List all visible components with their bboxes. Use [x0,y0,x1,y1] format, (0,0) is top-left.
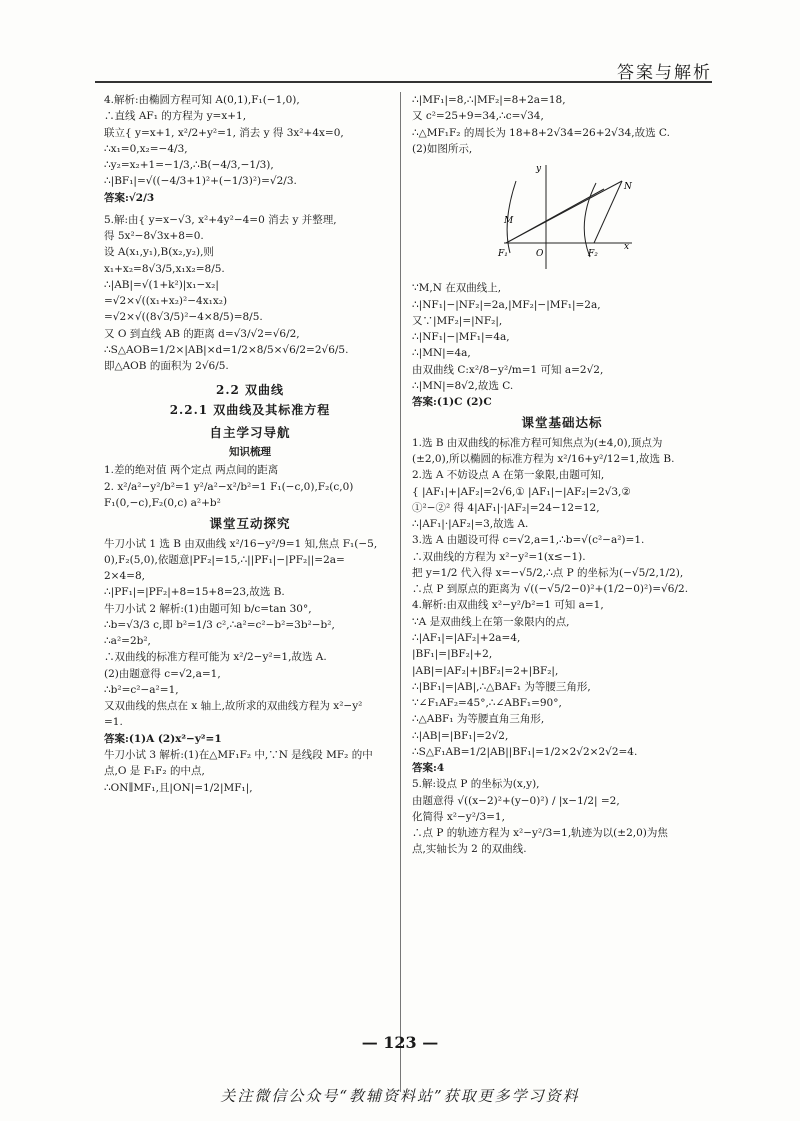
text-line: ∴|MN|=4a, [412,347,471,360]
text-line: 答案:(1)C (2)C [412,396,492,409]
section-heading: 知识梳理 [229,446,271,459]
text-line: 5.解:由{ y=x−√3, x²+4y²−4=0 消去 y 并整理, [104,213,337,226]
text-line: (2)如图所示, [412,142,473,155]
text-line: 又 c²=25+9=34,∴c=√34, [412,110,544,123]
text-line: =√2×√((8√3/5)²−4×8/5)=8/5. [104,311,263,324]
text-line: 把 y=1/2 代入得 x=−√5/2,∴点 P 的坐标为(−√5/2,1/2), [412,566,684,579]
text-line: 3.选 A 由题设可得 c=√2,a=1,∴b=√(c²−a²)=1. [412,534,645,547]
text-line: 又∵|MF₂|=|NF₂|, [412,314,503,327]
left-column [104,92,396,796]
text-line: 联立{ y=x+1, x²/2+y²=1, 消去 y 得 3x²+4x=0, [104,126,344,139]
text-line: ∴b=√3/3 c,即 b²=1/3 c²,∴a²=c²−b²=3b²−b², [104,618,335,631]
text-line: ∴b²=c²−a²=1, [104,683,179,696]
text-line: 由双曲线 C:x²/8−y²/m=1 可知 a=2√2, [412,363,604,376]
text-line: 牛刀小试 2 解析:(1)由题可知 b/c=tan 30°, [104,602,312,615]
text-line: ∴|MN|=8√2,故选 C. [412,379,514,392]
text-line: 2. x²/a²−y²/b²=1 y²/a²−x²/b²=1 F₁(−c,0),F₂(c,0) [104,480,354,493]
text-line: 4.解析:由双曲线 x²−y²/b²=1 可知 a=1, [412,599,604,612]
text-line: ①²−②² 得 4|AF₁|·|AF₂|=24−12=12, [412,501,600,514]
diagram-label-x: x [624,242,630,253]
diagram-label-f2: F₂ [588,249,598,260]
text-line: 5.解:设点 P 的坐标为(x,y), [412,778,540,791]
text-line: ∴双曲线的标准方程可能为 x²/2−y²=1,故选 A. [104,651,327,664]
text-line: ∴S△F₁AB=1/2|AB||BF₁|=1/2×2√2×2√2=4. [412,745,638,758]
section-heading: 2.2.1 双曲线及其标准方程 [169,403,331,418]
text-line: 又 O 到直线 AB 的距离 d=√3/√2=√6/2, [104,327,300,340]
text-line: =1. [104,716,123,729]
page-number: — 123 — [361,1033,439,1052]
text-line: 点,实轴长为 2 的双曲线. [412,843,527,856]
text-line: 2.选 A 不妨设点 A 在第一象限,由题可知, [412,469,605,482]
diagram-label-o: O [536,249,544,260]
text-line: 2×4=8, [104,570,145,583]
text-line: 设 A(x₁,y₁),B(x₂,y₂),则 [104,246,214,259]
text-line: ∵A 是双曲线上在第一象限内的点, [412,615,570,628]
header-rule [95,81,712,83]
text-line: ∴|BF₁|=|AB|,∴△BAF₁ 为等腰三角形, [412,680,591,693]
text-line: 又双曲线的焦点在 x 轴上,故所求的双曲线方程为 x²−y² [104,700,363,713]
diagram-label-y: y [536,164,542,175]
text-line: 由题意得 √((x−2)²+(y−0)²) / |x−1/2| =2, [412,794,620,807]
text-line: ∴|AB|=√(1+k²)|x₁−x₂| [104,278,219,291]
text-line: 得 5x²−8√3x+8=0. [104,230,204,243]
text-line: 点,O 是 F₁F₂ 的中点, [104,765,205,778]
column-divider [400,92,401,1092]
diagram-label-n: N [624,182,632,193]
text-line: ∴双曲线的方程为 x²−y²=1(x≤−1). [412,550,586,563]
text-line: ∴点 P 的轨迹方程为 x²−y²/3=1,轨迹为以(±2,0)为焦 [412,827,668,840]
text-line: { |AF₁|+|AF₂|=2√6,① |AF₁|−|AF₂|=2√3,② [412,485,631,498]
text-line: ∴x₁=0,x₂=−4/3, [104,142,188,155]
text-line: 4.解析:由椭圆方程可知 A(0,1),F₁(−1,0), [104,94,300,106]
text-line: 1.选 B 由双曲线的标准方程可知焦点为(±4,0),顶点为 [412,436,663,449]
text-line: x₁+x₂=8√3/5,x₁x₂=8/5. [104,262,225,275]
text-line: ∴直线 AF₁ 的方程为 y=x+1, [104,110,247,123]
text-line: 答案:√2/3 [104,191,155,204]
text-line: 化简得 x²−y²/3=1, [412,810,505,823]
text-line: ∴|AF₁|=|AF₂|+2a=4, [412,632,521,645]
section-heading: 课堂基础达标 [521,415,603,431]
text-line: F₁(0,−c),F₂(0,c) a²+b² [104,496,221,509]
text-line: ∴|AB|=|BF₁|=2√2, [412,729,509,742]
text-line: ∴点 P 到原点的距离为 √((−√5/2−0)²+(1/2−0)²)=√6/2. [412,583,689,596]
text-line: ∴ON∥MF₁,且|ON|=1/2|MF₁|, [104,781,253,794]
text-line: ∵∠F₁AF₂=45°,∴∠ABF₁=90°, [412,697,562,710]
section-heading: 课堂互动探究 [209,516,291,532]
text-line: ∴|MF₁|=8,∴|MF₂|=8+2a=18, [412,94,566,106]
text-line: ∴|NF₁|−|MF₁|=4a, [412,331,510,344]
footer-note: 关注微信公众号“教辅资料站”获取更多学习资料 [220,1087,580,1105]
right-column-top [412,92,712,157]
text-line: ∴△ABF₁ 为等腰直角三角形, [412,713,545,726]
diagram-label-m: M [504,216,514,227]
text-line: ∴|AF₁|·|AF₂|=3,故选 A. [412,518,529,531]
text-line: 牛刀小试 1 选 B 由双曲线 x²/16−y²/9=1 知,焦点 F₁(−5, [104,537,378,550]
right-column-bottom [412,280,712,857]
text-line: ∴|BF₁|=√((−4/3+1)²+(−1/3)²)=√2/3. [104,175,297,188]
text-line: 答案:4 [412,762,445,775]
text-line: 答案:(1)A (2)x²−y²=1 [104,732,222,745]
right-column [412,92,712,858]
text-line: ∴|NF₁|−|NF₂|=2a,|MF₂|−|MF₁|=2a, [412,298,601,311]
text-line: 牛刀小试 3 解析:(1)在△MF₁F₂ 中,∵N 是线段 MF₂ 的中 [104,748,373,761]
header-title: 答案与解析 [617,63,712,83]
text-line: |BF₁|=|BF₂|+2, [412,648,493,661]
text-line: (2)由题意得 c=√2,a=1, [104,667,221,680]
text-line: 0),F₂(5,0),依题意|PF₂|=15,∴||PF₁|−|PF₂||=2a= [104,553,345,566]
text-line: ∴a²=2b², [104,635,151,648]
text-line: ∴y₂=x₂+1=−1/3,∴B(−4/3,−1/3), [104,159,274,172]
text-line: ∵M,N 在双曲线上, [412,282,502,295]
text-line: 1.差的绝对值 两个定点 两点间的距离 [104,464,279,477]
diagram-label-f1: F₁ [498,249,508,260]
section-heading: 自主学习导航 [209,424,291,440]
text-line: |AB|=|AF₂|+|BF₂|=2+|BF₂|, [412,664,559,677]
text-line: ∴S△AOB=1/2×|AB|×d=1/2×8/5×√6/2=2√6/5. [104,343,349,356]
hyperbola-diagram [484,161,634,271]
text-line: ∴△MF₁F₂ 的周长为 18+8+2√34=26+2√34,故选 C. [412,126,670,139]
text-line: ∴|PF₁|=|PF₂|+8=15+8=23,故选 B. [104,586,285,599]
text-line: (±2,0),所以椭圆的标准方程为 x²/16+y²/12=1,故选 B. [412,453,675,466]
text-line: =√2×√((x₁+x₂)²−4x₁x₂) [104,295,228,308]
text-line: 即△AOB 的面积为 2√6/5. [104,360,229,373]
section-heading: 2.2 双曲线 [215,382,285,397]
